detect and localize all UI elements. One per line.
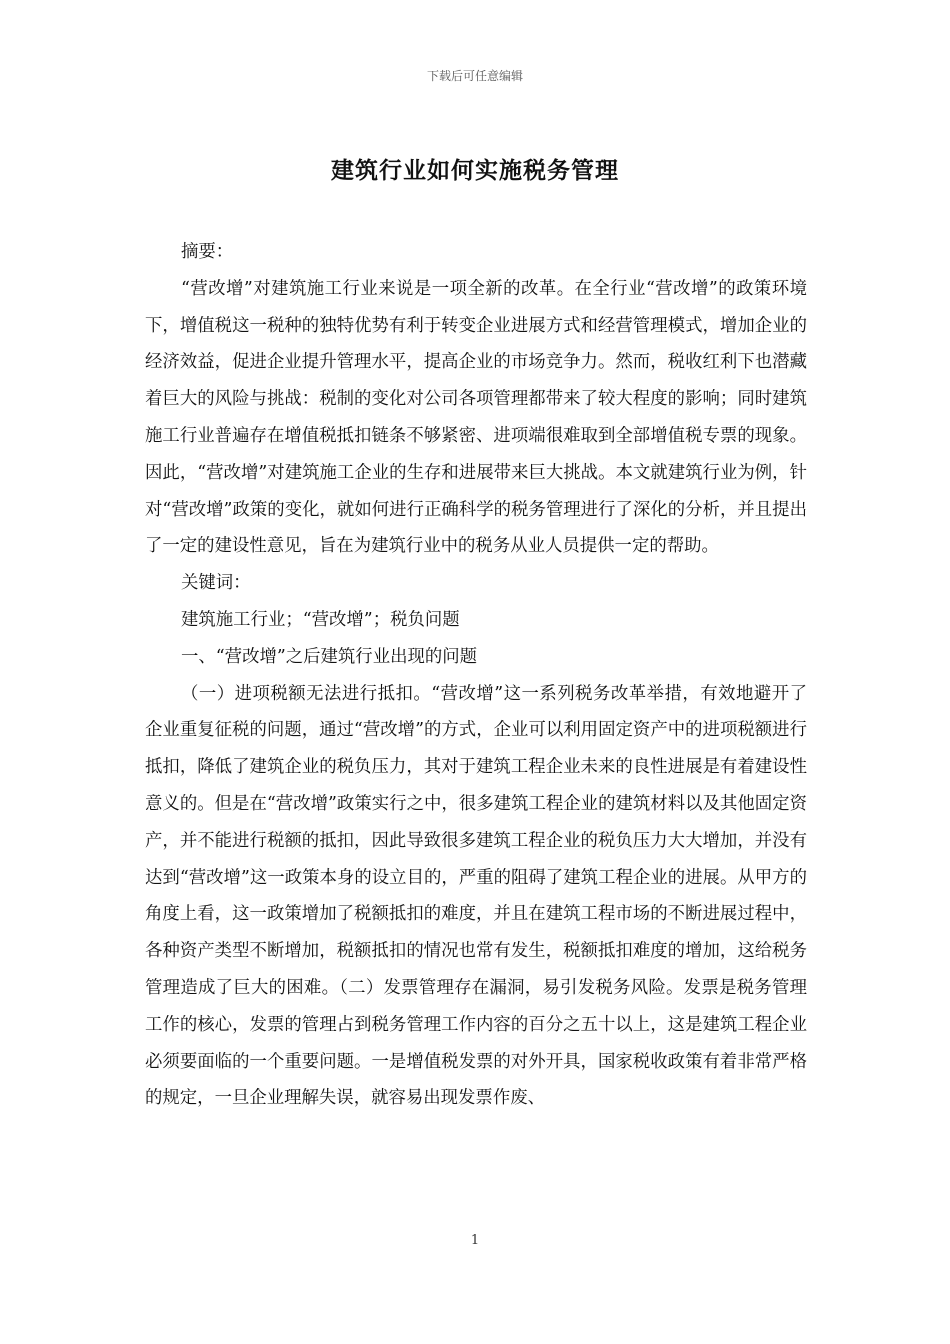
keywords-list: 建筑施工行业；“营改增”；税负问题 xyxy=(181,609,460,630)
section-1-paragraph: （一）进项税额无法进行抵扣。“营改增”这一系列税务改革举措，有效地避开了企业重复征税的问题，通过“营改增”的方式，企业可以利用固定资产中的进项税额进行抵扣，降低了建筑企业的税负压力，其对于建筑工程企业未来的良性进展是有着建设性意义的。但是在“营改增”政策实行之中，很多建筑工程企业的建筑材料以及其他固定资产，并不能进行税额的抵扣，因此导致很多建筑工程企业的税负压力大大增加，并没有达到“营改增”这一政策本身的设立目的，严重的阻碍了建筑工程企业的进展。从甲方的角度上看，这一政策增加了税额抵扣的难度，并且在建筑工程市场的不断进展过程中，各种资产类型不断增加，税额抵扣的情况也常有发生，税额抵扣难度的增加，这给税务管理造成了巨大的困难。（二）发票管理存在漏洞，易引发税务风险。发票是税务管理工作的核心，发票的管理占到税务管理工作内容的百分之五十以上，这是建筑工程企业必须要面临的一个重要问题。一是增值税发票的对外开具，国家税收政策有着非常严格的规定，一旦企业理解失误，就容易出现发票作废、 xyxy=(145,683,807,1109)
section-heading-1: 一、“营改增”之后建筑行业出现的问题 xyxy=(181,646,478,667)
keywords-label: 关键词： xyxy=(181,573,251,594)
document-body xyxy=(145,234,807,1117)
abstract-paragraph: “营改增”对建筑施工行业来说是一项全新的改革。在全行业“营改增”的政策环境下，增值税这一税种的独特优势有利于转变企业进展方式和经营管理模式，增加企业的经济效益，促进企业提升管理水平，提高企业的市场竞争力。然而，税收红利下也潜藏着巨大的风险与挑战：税制的变化对公司各项管理都带来了较大程度的影响；同时建筑施工行业普遍存在增值税抵扣链条不够紧密、进项端很难取到全部增值税专票的现象。因此，“营改增”对建筑施工企业的生存和进展带来巨大挑战。本文就建筑行业为例，针对“营改增”政策的变化，就如何进行正确科学的税务管理进行了深化的分析，并且提出了一定的建设性意见，旨在为建筑行业中的税务从业人员提供一定的帮助。 xyxy=(145,278,807,557)
page-number: 1 xyxy=(470,1233,480,1248)
document-title: 建筑行业如何实施税务管理 xyxy=(331,157,619,184)
header-note: 下载后可任意编辑 xyxy=(426,69,523,83)
abstract-label: 摘要： xyxy=(181,242,234,262)
